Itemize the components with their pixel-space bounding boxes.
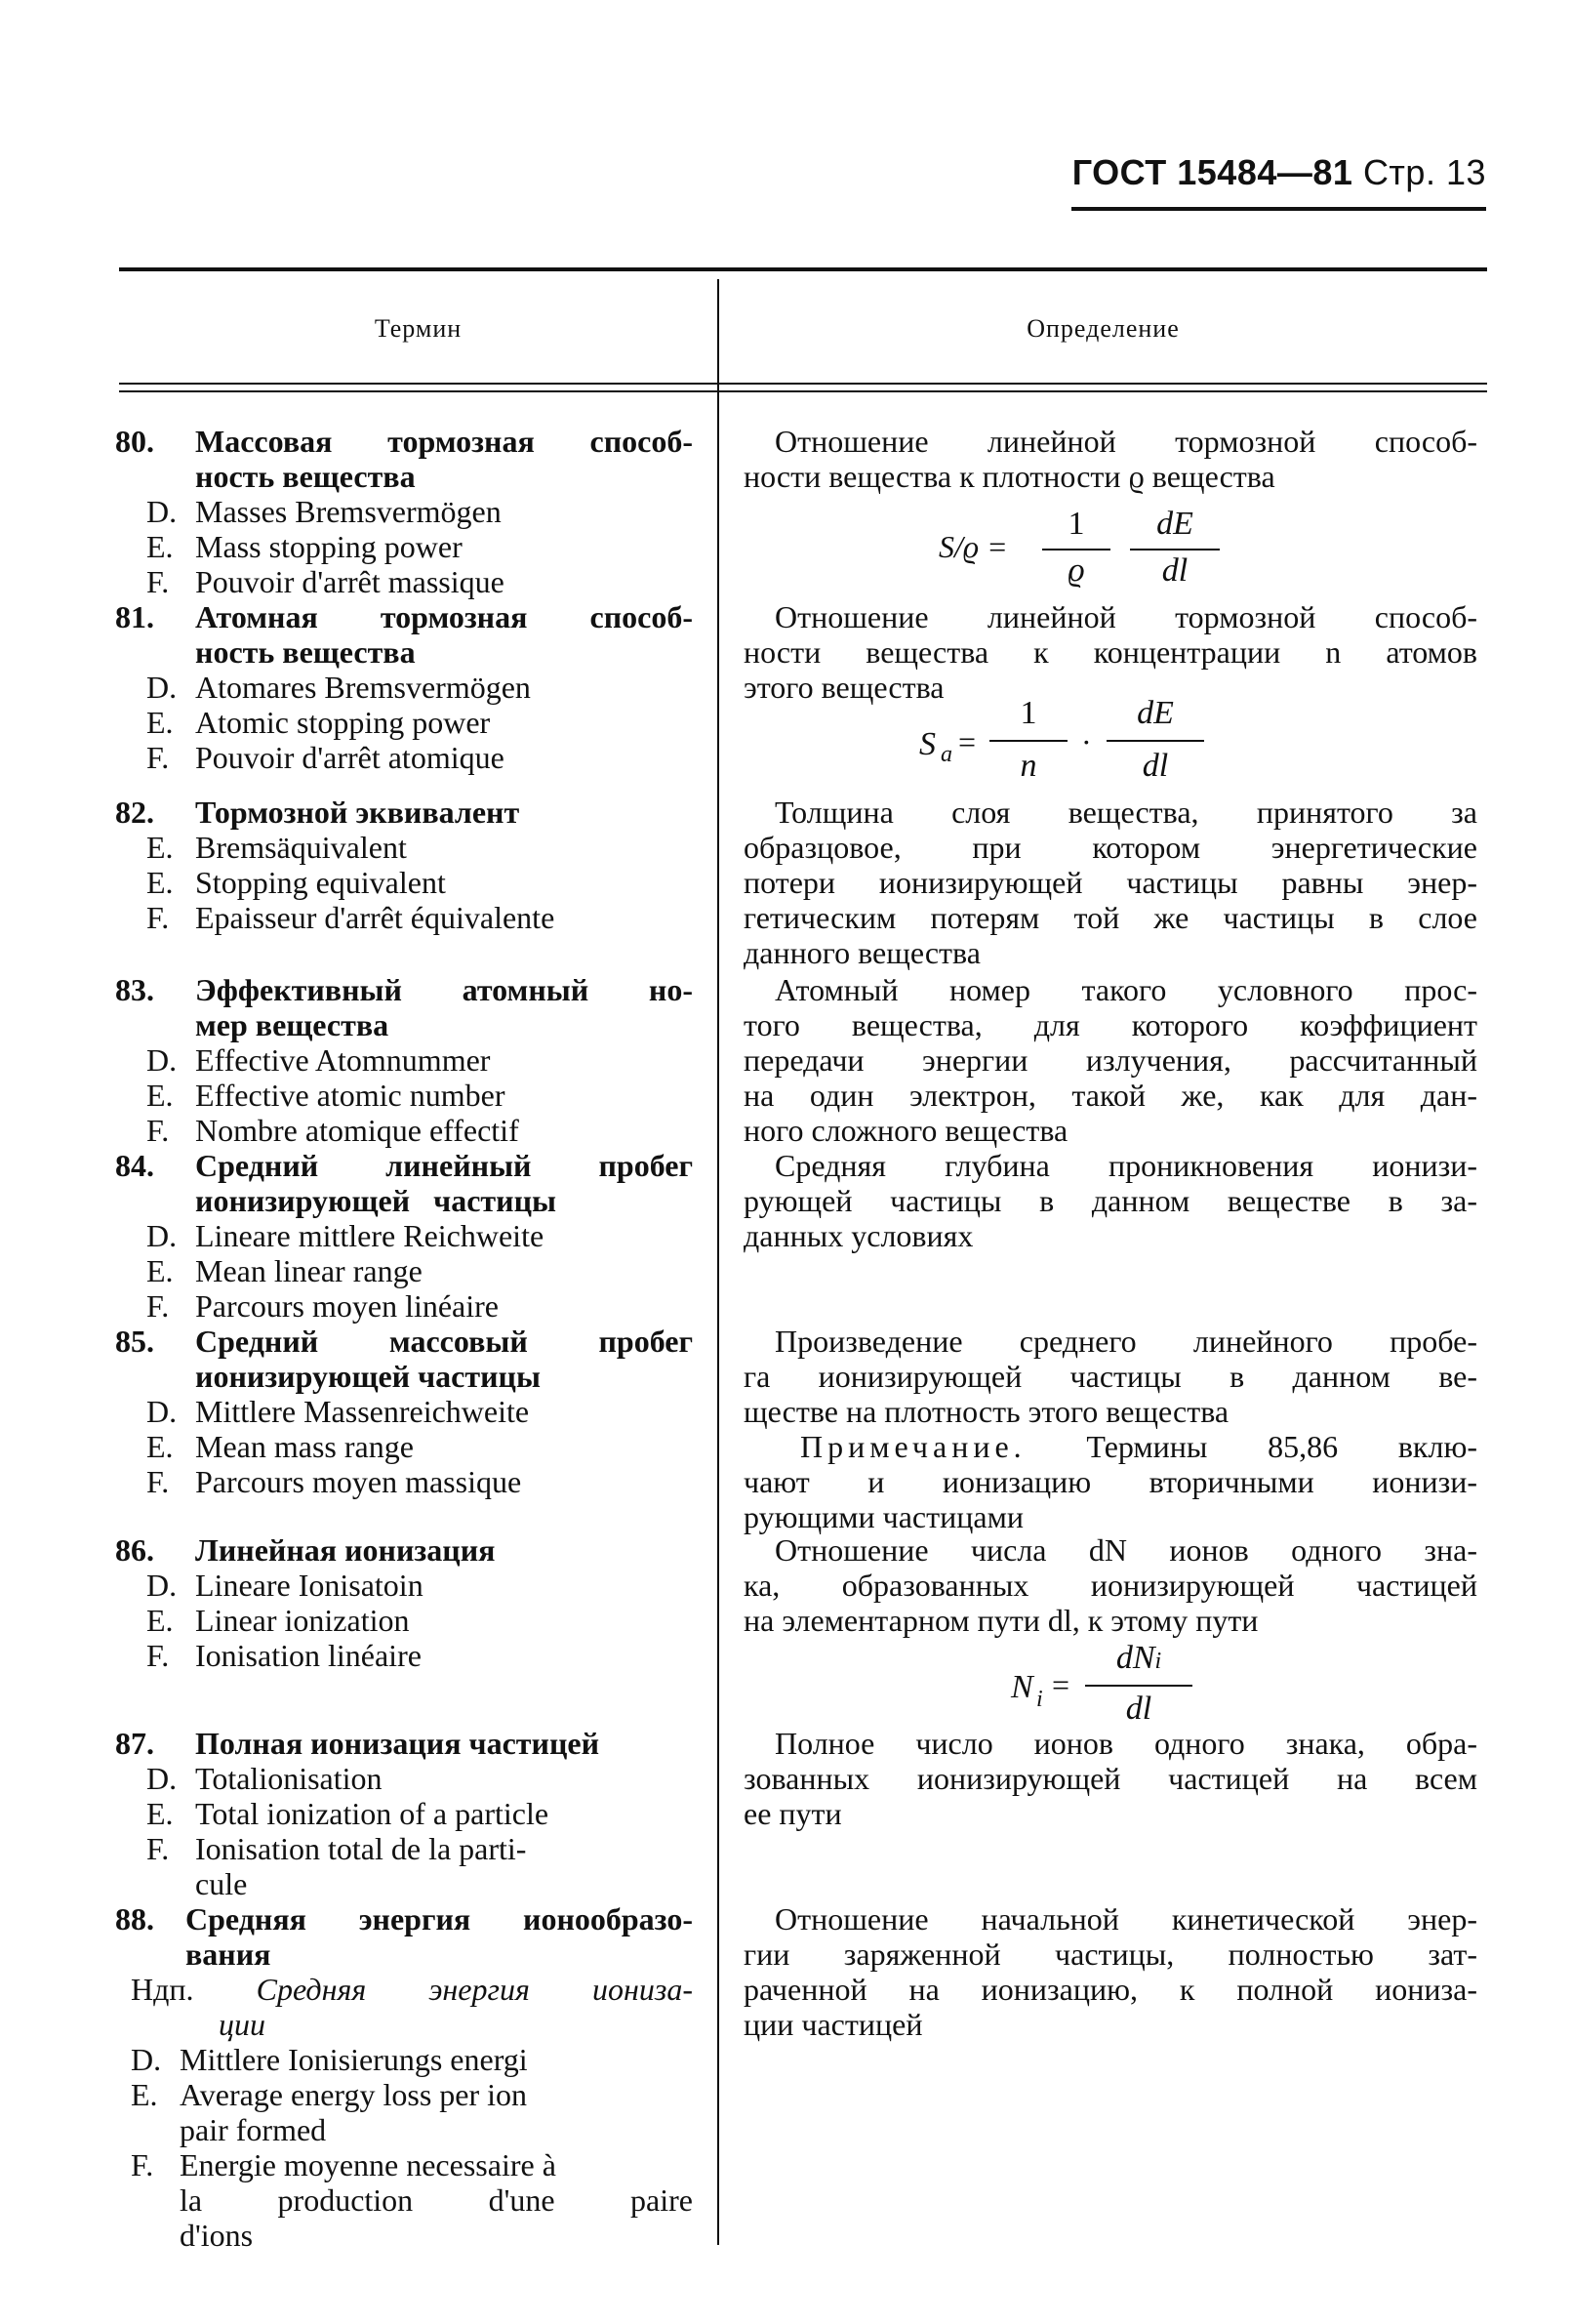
term-number: 80.: [115, 424, 154, 459]
formula-mass-stopping-power: S/ϱ = 1 ϱ dE dl: [939, 506, 1270, 593]
term-translation-fr: F. Pouvoir d'arrêt atomique: [146, 740, 504, 775]
note-label: Примечание.: [800, 1429, 1027, 1464]
term-81: 81. Атомная тормозная способ- ность вещества D. Atomares Bremsvermögen E. Atomic stopping power F. Pouvoir d'arrêt atomique: [115, 599, 693, 775]
term-translation-en: E. Mean linear range: [146, 1253, 423, 1288]
term-translation-en: E. Mean mass range: [146, 1429, 414, 1464]
term-translation-en: E. Stopping equivalent: [146, 865, 446, 900]
term-name: Массовая тормозная способ-: [195, 424, 693, 459]
term-translation-en: E. Mass stopping power: [146, 529, 463, 564]
column-divider: [717, 279, 719, 2245]
table-top-rule: [119, 267, 1487, 271]
term-translation-fr: F. Energie moyenne necessaire à: [131, 2147, 556, 2182]
term-translation-de: E. Bremsäquivalent: [146, 830, 407, 865]
term-name: Тормозной эквивалент: [195, 795, 520, 830]
term-87: 87. Полная ионизация частицей D. Totalionisation E. Total ionization of a particle F. Ionisation total de la parti- cule: [115, 1726, 693, 1901]
term-translation-fr: F. Pouvoir d'arrêt massique: [146, 564, 504, 599]
definition-88: Отношение начальной кинетической энер- гии заряженной частицы, полностью зат- раченной на ионизацию, к полной иониза- ции частицей: [744, 1901, 1477, 2042]
term-translation-en: E. Atomic stopping power: [146, 705, 491, 740]
definition-82: Толщина слоя вещества, принятого за образцовое, при котором энергетические потери ионизирующей частицы равны энер- гетическим потерям той же частицы в слое данного вещества: [744, 795, 1477, 970]
header-rule: [1071, 207, 1486, 211]
term-80: [115, 424, 693, 599]
table-head-rule: [119, 383, 1487, 385]
definition-83: Атомный номер такого условного прос- того вещества, для которого коэффициент передачи энергии излучения, рассчитанный на один электрон, такой же, как для дан- ного сложного вещества: [744, 972, 1477, 1148]
definition-87: Полное число ионов одного знака, обра- зованных ионизирующей частицей на всем ее пути: [744, 1726, 1477, 1831]
term-translation-de: D. Lineare Ionisatoin: [146, 1568, 423, 1603]
term-translation-fr: F. Parcours moyen linéaire: [146, 1288, 499, 1324]
formula-atomic-stopping-power: S a = 1 n · dE dl: [919, 695, 1270, 789]
term-name: Эффективный атомный но-: [195, 972, 693, 1007]
column-header-definition: Определение: [1027, 314, 1180, 343]
term-name: Средний массовый пробег: [195, 1324, 693, 1359]
term-translation-fr: F. Nombre atomique effectif: [146, 1113, 519, 1148]
definition-84: Средняя глубина проникновения ионизи- рующей частицы в данном веществе в за- данных условиях: [744, 1148, 1477, 1253]
term-translation-de: D. Lineare mittlere Reichweite: [146, 1218, 544, 1253]
term-88: 88. Средняя энергия ионообразо- вания Ндп. Средняя энергия иониза- ции D. Mittlere Ionisierungs energi E. Average energy loss per ion pair formed F. Energie moyenne necessaire à la production d'une paire d'ions: [115, 1901, 694, 2253]
page-number: Стр. 13: [1362, 152, 1486, 192]
term-translation-fr: F. Epaisseur d'arrêt équivalente: [146, 900, 555, 935]
table-head-rule-double: [119, 390, 1487, 392]
formula-linear-ionization: N i = dNi dl: [1011, 1640, 1245, 1733]
term-translation-de: D. Mittlere Massenreichweite: [146, 1394, 530, 1429]
term-name: Средняя энергия ионообразо-: [185, 1901, 693, 1937]
term-translation-en: E. Effective atomic number: [146, 1078, 505, 1113]
page-header: [1072, 152, 1486, 193]
term-translation-de: D. Atomares Bremsvermögen: [146, 670, 531, 705]
term-translation-de: D. Masses Bremsvermögen: [146, 494, 502, 529]
term-translation-fr: F. Ionisation total de la parti-: [146, 1831, 527, 1866]
term-83: 83. Эффективный атомный но- мер вещества D. Effective Atomnummer E. Effective atomic number F. Nombre atomique effectif: [115, 972, 693, 1148]
term-translation-en: E. Total ionization of a particle: [146, 1796, 549, 1831]
term-translation-de: D. Effective Atomnummer: [146, 1042, 491, 1078]
term-translation-fr: F. Ionisation linéaire: [146, 1638, 422, 1673]
term-name: Полная ионизация частицей: [195, 1726, 600, 1761]
definition-80: Отношение линейной тормозной способ- ности вещества к плотности ϱ вещества: [744, 424, 1477, 494]
term-86: 86. Линейная ионизация D. Lineare Ionisatoin E. Linear ionization F. Ionisation linéaire: [115, 1532, 693, 1673]
definition-85: Произведение среднего линейного пробе- га ионизирующей частицы в данном ве- ществе на плотность этого вещества Примечание. Термины 85,86 вклю- чают и ионизацию вторичными ионизи- рующими частицами: [744, 1324, 1478, 1534]
term-name: Атомная тормозная способ-: [195, 599, 693, 634]
definition-81: Отношение линейной тормозной способ- ности вещества к концентрации n атомов этого вещества: [744, 599, 1477, 705]
term-name: Линейная ионизация: [195, 1532, 496, 1568]
term-translation-en: E. Average energy loss per ion: [131, 2077, 528, 2112]
term-84: 84. Средний линейный пробег ионизирующей частицы D. Lineare mittlere Reichweite E. Mean linear range F. Parcours moyen linéaire: [115, 1148, 693, 1324]
term-translation-de: D. Totalionisation: [146, 1761, 383, 1796]
standard-number: ГОСТ 15484—81: [1071, 152, 1353, 192]
term-translation-de: D. Mittlere Ionisierungs energi: [131, 2042, 528, 2077]
term-name: Средний линейный пробег: [195, 1148, 693, 1183]
deprecated-label: Ндп.: [131, 1972, 194, 2007]
column-header-term: Термин: [374, 314, 463, 343]
term-translation-en: E. Linear ionization: [146, 1603, 410, 1638]
definition-86: Отношение числа dN ионов одного зна- ка, образованных ионизирующей частицей на элементарном пути dl, к этому пути: [744, 1532, 1477, 1638]
note: Примечание. Термины 85,86 вклю-: [800, 1429, 1478, 1464]
deprecated-term: Ндп. Средняя энергия иониза-: [131, 1972, 694, 2007]
term-85: 85. Средний массовый пробег ионизирующей частицы D. Mittlere Massenreichweite E. Mean mass range F. Parcours moyen massique: [115, 1324, 693, 1499]
term-82: 82. Тормозной эквивалент E. Bremsäquivalent E. Stopping equivalent F. Epaisseur d'arrêt équivalente: [115, 795, 693, 935]
term-translation-fr: F. Parcours moyen massique: [146, 1464, 522, 1499]
term-name: ность вещества: [195, 634, 416, 670]
term-translation-fr-cont: cule: [195, 1866, 248, 1901]
term-name: ность вещества: [195, 459, 416, 494]
